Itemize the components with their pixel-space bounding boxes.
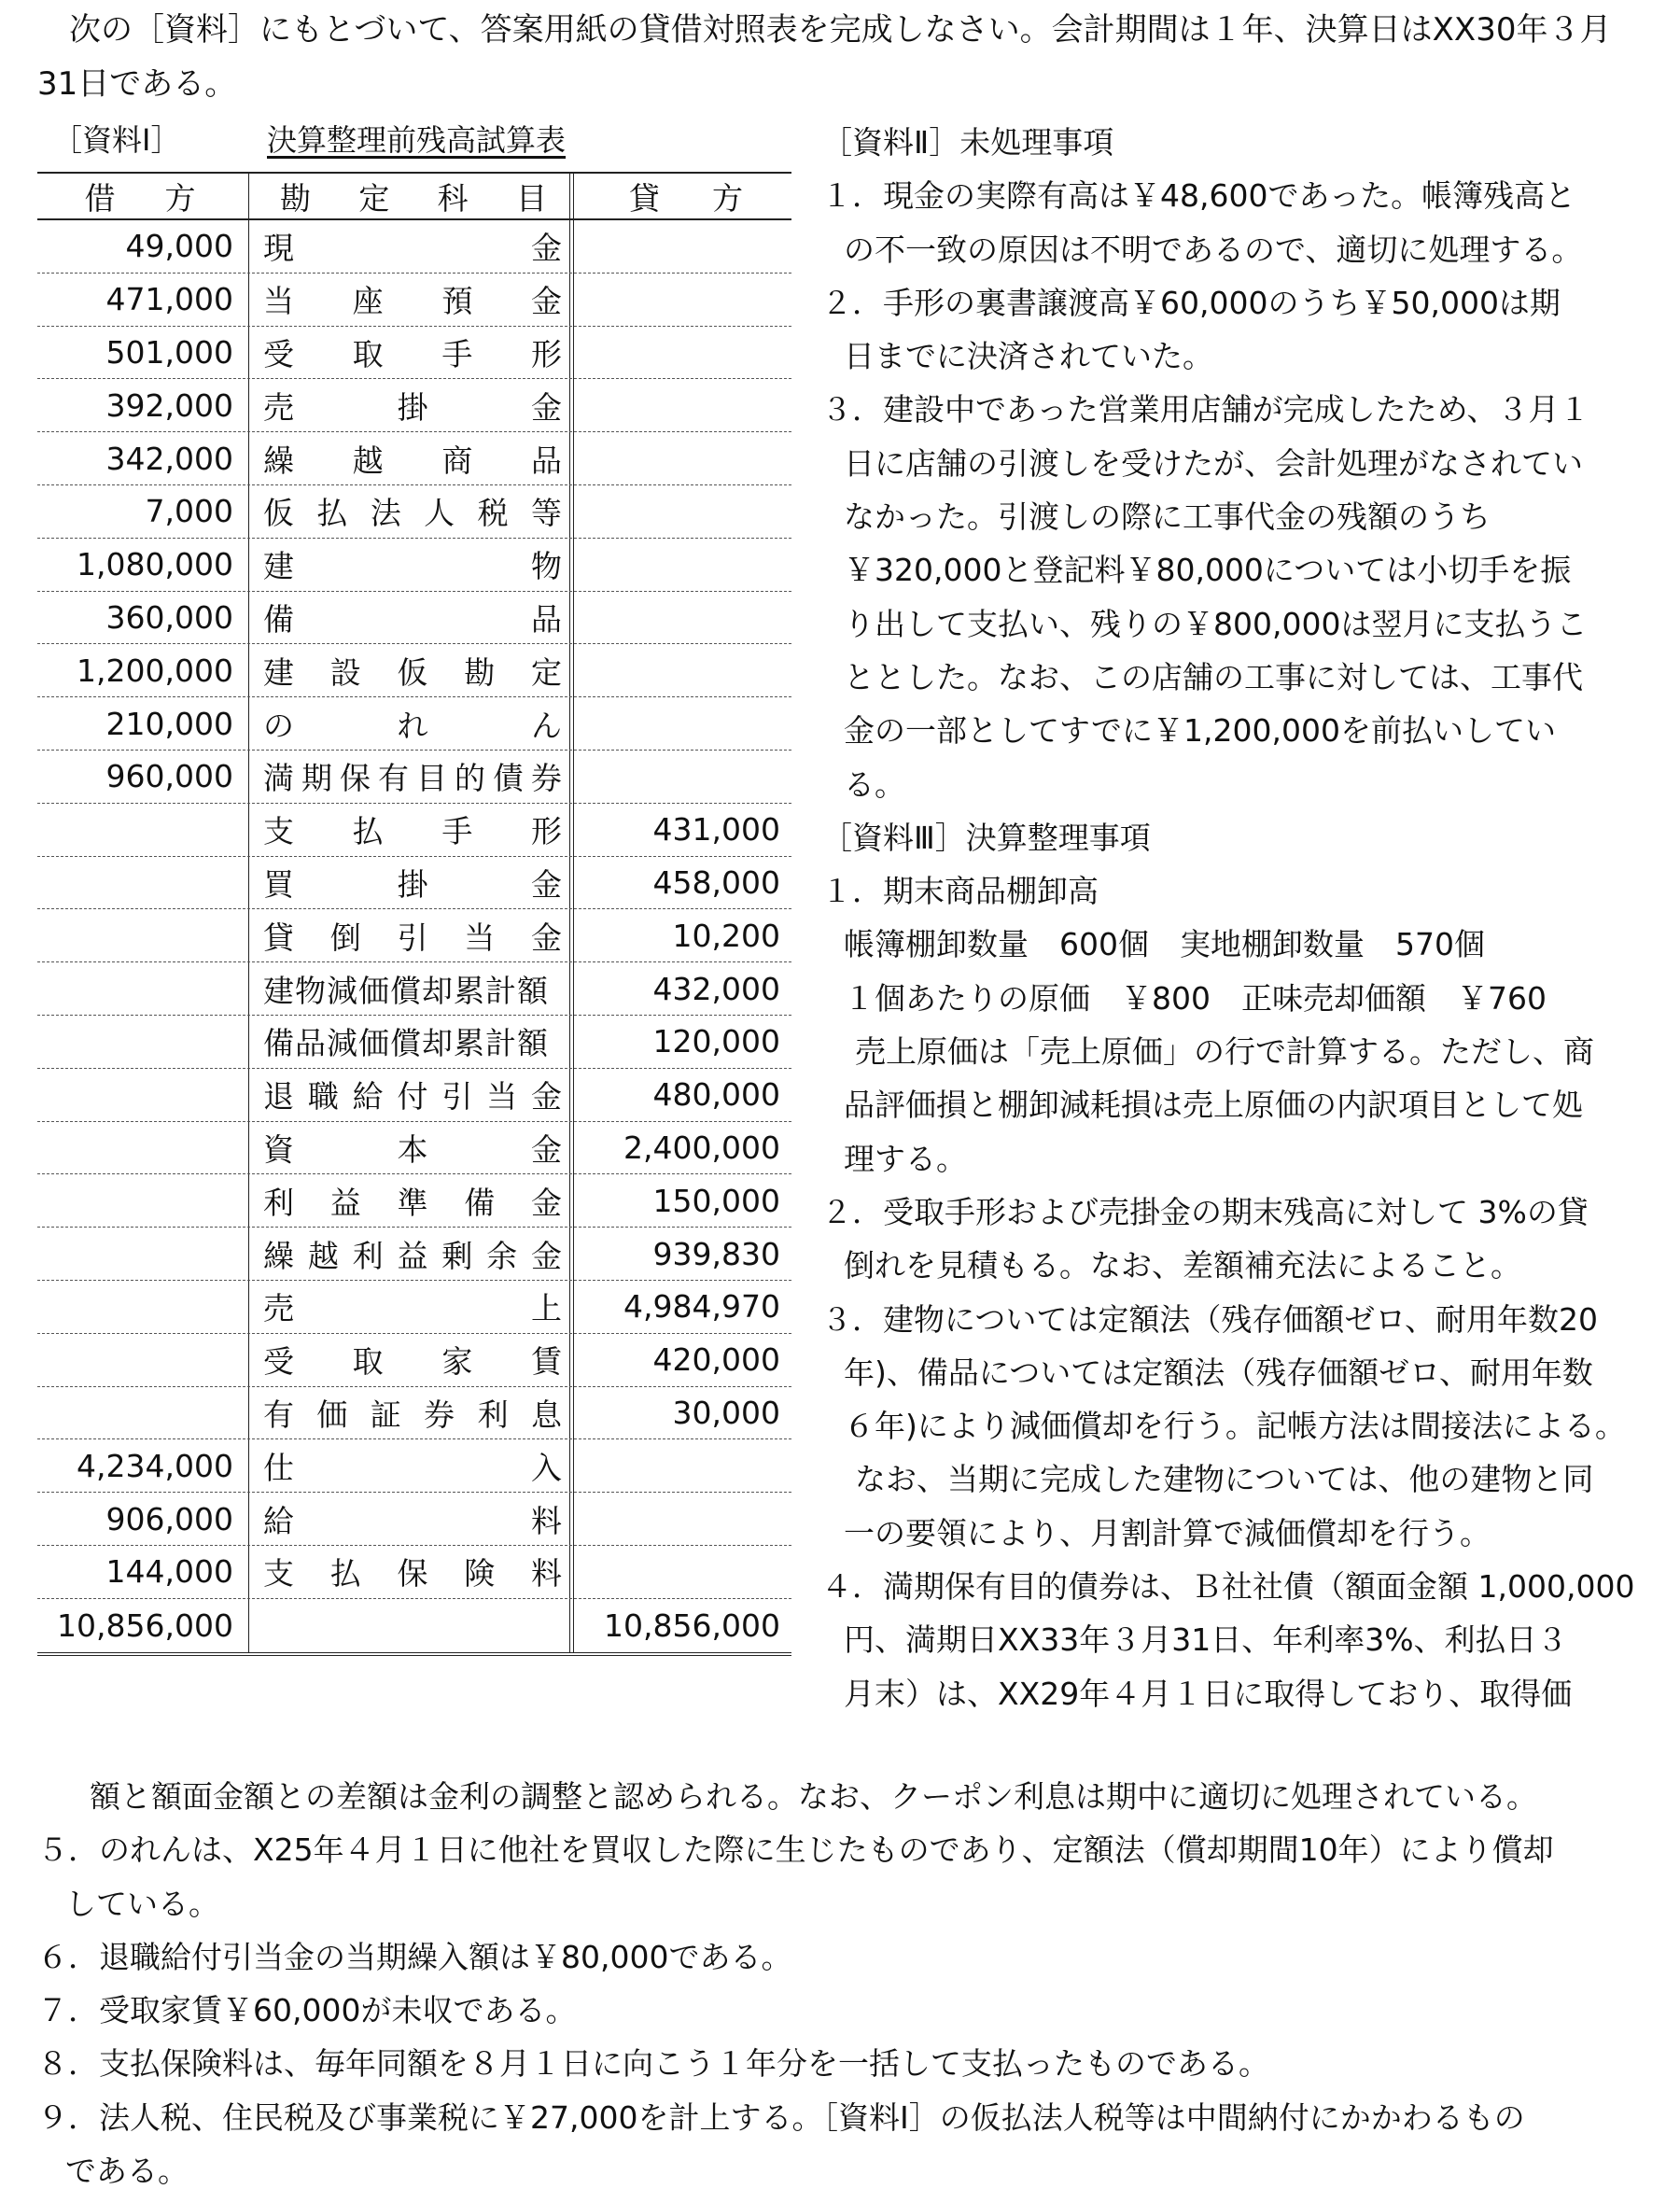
material-2-line: ３．建設中であった営業用店舗が完成したため、３月１ [821, 391, 1590, 428]
material-2-line: １．現金の実際有高は￥48,600であった。帳簿残高と [821, 177, 1576, 215]
account-char: 準 [397, 1184, 428, 1221]
debit-cell: 210,000 [105, 705, 233, 742]
account-char: 金 [530, 1237, 562, 1274]
material-2-line: なかった。引渡しの際に工事代金の残額のうち [844, 498, 1491, 536]
account-cell [254, 1387, 573, 1439]
account-char: 人 [424, 495, 455, 532]
account-char: 余 [486, 1237, 518, 1274]
table-row [37, 751, 791, 804]
table-row [37, 1122, 791, 1175]
table-row [37, 1174, 791, 1228]
debit-cell: 342,000 [105, 440, 233, 477]
account-char: ん [531, 707, 562, 744]
account-char: 債 [493, 760, 524, 797]
debit-cell: 471,000 [105, 281, 233, 318]
account-char: 息 [530, 1396, 562, 1433]
table-row [37, 327, 791, 380]
credit-cell: 150,000 [652, 1182, 780, 1219]
credit-cell [581, 1546, 791, 1598]
account-char: 有 [378, 760, 409, 797]
bottom-line: ６．退職給付引当金の当期繰入額は￥80,000である。 [37, 1938, 792, 1975]
account-char: 手 [441, 813, 473, 850]
debit-cell [37, 804, 243, 856]
account-cell [254, 1122, 573, 1174]
credit-cell: 432,000 [652, 970, 780, 1007]
account-char: 掛 [397, 865, 428, 903]
table-row [37, 539, 791, 592]
total-account [254, 1599, 573, 1652]
account-char: 払 [329, 1555, 361, 1593]
debit-cell: 7,000 [145, 493, 233, 530]
credit-cell [581, 220, 791, 273]
debit-cell [37, 1228, 243, 1280]
account-char: 保 [340, 760, 371, 797]
account-char: 金 [531, 1184, 562, 1221]
table-row [37, 804, 791, 857]
account-char: 引 [397, 919, 428, 956]
header-char: 科 [437, 179, 469, 217]
account-cell [254, 1228, 573, 1280]
account-char: 金 [531, 388, 562, 426]
account-char: 備 [464, 1184, 496, 1221]
account-char: 給 [352, 1078, 384, 1116]
account-cell [254, 751, 573, 803]
material-3-line: 帳簿棚卸数量 600個 実地棚卸数量 570個 [844, 926, 1485, 963]
account-char: 現 [263, 230, 294, 267]
trial-balance-table [37, 172, 791, 1656]
account-cell [254, 1281, 573, 1333]
table-row [37, 909, 791, 962]
table-row [37, 697, 791, 751]
header-char: 勘 [280, 179, 311, 217]
bottom-line: している。 [65, 1885, 219, 1922]
material-3-line: １個あたりの原価 ￥800 正味売却価額 ￥760 [844, 979, 1547, 1017]
material-3-line: なお、当期に完成した建物については、他の建物と同 [855, 1461, 1594, 1498]
account-char: 形 [530, 813, 562, 850]
credit-cell: 480,000 [652, 1076, 780, 1114]
account-char: 有 [263, 1396, 294, 1433]
credit-cell [581, 327, 791, 379]
account-char: 金 [531, 919, 562, 956]
debit-cell [37, 1281, 243, 1333]
account-char: 売 [263, 388, 294, 426]
account-char: 手 [441, 335, 473, 372]
account-char: 形 [530, 335, 562, 372]
account-char: 金 [531, 230, 562, 267]
account-char: 勘 [464, 653, 496, 691]
account-char: 当 [486, 1078, 518, 1116]
material-2-line: 日に店舗の引渡しを受けたが、会計処理がなされてい [844, 444, 1583, 482]
account-char: 品 [530, 442, 562, 479]
table-row [37, 1334, 791, 1387]
table-header-row [37, 174, 791, 220]
account-char: 支 [263, 1555, 294, 1593]
account-char: 受 [263, 1343, 294, 1381]
bottom-line: ９．法人税、住民税及び事業税に￥27,000を計上する。［資料Ⅰ］の仮払法人税等は中間納付にかかわるもの [37, 2098, 1525, 2136]
account-cell [254, 1439, 573, 1492]
credit-cell: 10,200 [672, 917, 780, 954]
account-char: 品 [531, 600, 562, 638]
table-row [37, 644, 791, 697]
account-char: 越 [352, 442, 384, 479]
material-3-line: 月末）は、XX29年４月１日に取得しており、取得価 [844, 1675, 1573, 1712]
debit-cell [37, 909, 243, 961]
table-row [37, 857, 791, 910]
table-row [37, 220, 791, 274]
material-3-line: ２．受取手形および売掛金の期末残高に対して 3%の貸 [821, 1193, 1589, 1230]
account-cell [254, 327, 573, 379]
debit-cell: 392,000 [105, 386, 233, 424]
account-char: 貸 [263, 919, 294, 956]
table-body [37, 220, 791, 1599]
account-char: 支 [263, 813, 294, 850]
account-char: 賃 [530, 1343, 562, 1381]
account-char: 給 [263, 1502, 294, 1539]
credit-cell: 4,984,970 [623, 1288, 780, 1326]
trial-balance-caption [52, 121, 567, 159]
debit-cell [37, 1069, 243, 1121]
account-char: 金 [530, 1078, 562, 1116]
account-cell [254, 644, 573, 696]
account-cell [254, 804, 573, 856]
header-char: 方 [164, 179, 196, 217]
debit-cell: 960,000 [105, 758, 233, 795]
material-3-line: 理する。 [844, 1140, 967, 1177]
account-cell [254, 1546, 573, 1598]
credit-cell: 939,830 [652, 1235, 780, 1272]
account-char: 建 [263, 548, 294, 585]
material-3-body [821, 864, 1661, 1720]
account-char: 受 [263, 335, 294, 372]
credit-cell: 458,000 [652, 863, 780, 901]
debit-cell: 1,200,000 [77, 652, 233, 689]
table-row [37, 1069, 791, 1122]
account-char: 家 [441, 1343, 473, 1381]
material-3-line: 円、満期日XX33年３月31日、年利率3%、利払日３ [844, 1621, 1568, 1659]
account-char: 倒 [329, 919, 361, 956]
material-3-line: 一の要領により、月割計算で減価償却を行う。 [844, 1514, 1491, 1551]
material-2-line: 金の一部としてすでに￥1,200,000を前払いしてい [844, 712, 1556, 750]
account-char: 利 [352, 1237, 384, 1274]
account-char: 掛 [397, 388, 428, 426]
material-3-line: １．期末商品棚卸高 [821, 873, 1099, 910]
account-char: 益 [329, 1184, 361, 1221]
account-cell: 備品減価償却累計額 [263, 1025, 549, 1062]
account-cell: 建物減価償却累計額 [263, 972, 549, 1009]
material-3-line: 倒れを見積もる。なお、差額補充法によること。 [844, 1247, 1521, 1284]
account-cell [254, 220, 573, 273]
account-char: 金 [530, 283, 562, 320]
account-char: 険 [464, 1555, 496, 1593]
account-char: 付 [397, 1078, 428, 1116]
account-char: 定 [531, 653, 562, 691]
debit-cell: 1,080,000 [77, 546, 233, 583]
bottom-line: ８．支払保険料は、毎年同額を８月１日に向こう１年分を一括して支払ったものである。 [37, 2045, 1269, 2083]
material-3-line: ３．建物については定額法（残存価額ゼロ、耐用年数20 [821, 1300, 1599, 1338]
credit-cell [581, 751, 791, 803]
material-3-line: ６年)により減価償却を行う。記帳方法は間接法による。 [844, 1408, 1626, 1445]
table-row [37, 379, 791, 432]
account-char: 本 [397, 1130, 428, 1168]
account-cell [254, 697, 573, 750]
bottom-line: である。 [65, 2153, 189, 2190]
account-cell [254, 485, 573, 538]
account-char: 設 [329, 653, 361, 691]
material-1-label: ［資料Ⅰ］ [52, 122, 181, 158]
account-char: 料 [531, 1502, 562, 1539]
debit-cell: 4,234,000 [77, 1447, 233, 1484]
header-char: 方 [712, 179, 743, 217]
account-char: 当 [464, 919, 496, 956]
total-credit: 10,856,000 [604, 1607, 780, 1644]
account-char: 仮 [263, 495, 294, 532]
account-char: 職 [307, 1078, 339, 1116]
account-char: 料 [531, 1555, 562, 1593]
account-cell [254, 1069, 573, 1121]
material-2-line: の不一致の原因は不明であるので、適切に処理する。 [844, 231, 1583, 268]
intro-line-1: 次の［資料］にもとづいて、答案用紙の貸借対照表を完成しなさい。会計期間は１年、決算日はXX30年３月 [69, 11, 1612, 49]
debit-cell [37, 1174, 243, 1227]
account-char: 金 [531, 1130, 562, 1168]
account-char: れ [397, 707, 428, 744]
account-cell [254, 379, 573, 431]
material-2-line: り出して支払い、残りの￥800,000は翌月に支払うこ [844, 605, 1588, 642]
material-2-line: ￥320,000と登記料￥80,000については小切手を振 [844, 552, 1572, 589]
table-row [37, 485, 791, 539]
account-char: 仮 [397, 653, 428, 691]
table-row [37, 592, 791, 645]
table-row [37, 1546, 791, 1599]
table-row [37, 274, 791, 327]
account-char: 価 [316, 1396, 348, 1433]
header-account [254, 174, 573, 218]
account-char: 繰 [263, 442, 294, 479]
account-char: 建 [263, 653, 294, 691]
table-row [37, 1493, 791, 1546]
account-char: 取 [352, 335, 384, 372]
credit-cell: 420,000 [652, 1341, 780, 1379]
header-char: 目 [515, 179, 547, 217]
account-char: 越 [307, 1237, 339, 1274]
account-char: 法 [370, 495, 401, 532]
account-cell [254, 539, 573, 591]
credit-cell: 431,000 [652, 811, 780, 849]
bottom-line: 額と額面金額との差額は金利の調整と認められる。なお、クーポン利息は期中に適切に処理されている。 [90, 1778, 1537, 1815]
material-3-line: ４．満期保有目的債券は、Ｂ社社債（額面金額 1,000,000 [821, 1568, 1635, 1606]
account-char: 上 [531, 1290, 562, 1327]
account-cell [254, 1174, 573, 1227]
table-row [37, 962, 791, 1016]
account-char: 資 [263, 1130, 294, 1168]
material-2-line: ２．手形の裏書譲渡高￥60,000のうち￥50,000は期 [821, 284, 1561, 321]
account-char: 利 [477, 1396, 509, 1433]
credit-cell [581, 432, 791, 484]
account-char: 券 [424, 1396, 455, 1433]
credit-cell [581, 644, 791, 696]
total-debit: 10,856,000 [57, 1607, 233, 1644]
debit-cell [37, 1016, 243, 1068]
account-cell [254, 592, 573, 644]
credit-cell [581, 274, 791, 326]
material-3-line: 年)、備品については定額法（残存価額ゼロ、耐用年数 [844, 1354, 1593, 1391]
account-cell [254, 857, 573, 909]
account-char: 税 [477, 495, 509, 532]
bottom-line: ７．受取家賃￥60,000が未収である。 [37, 1992, 577, 2029]
bottom-section [37, 1770, 1643, 2197]
account-char: 物 [531, 548, 562, 585]
account-char: 入 [531, 1449, 562, 1486]
table-total-row [37, 1599, 791, 1652]
debit-cell [37, 962, 243, 1015]
header-debit [37, 174, 243, 218]
account-char: 払 [316, 495, 348, 532]
credit-cell [581, 592, 791, 644]
account-char: 引 [441, 1078, 473, 1116]
intro-line-2: 31日である。 [37, 65, 237, 103]
credit-cell: 30,000 [672, 1394, 780, 1431]
debit-cell: 144,000 [105, 1553, 233, 1591]
account-cell [254, 1493, 573, 1545]
table-row [37, 1439, 791, 1493]
account-char: 当 [263, 283, 294, 320]
account-char: 退 [263, 1078, 294, 1116]
material-2-body [821, 169, 1661, 811]
account-char: 買 [263, 865, 294, 903]
account-char: 満 [263, 760, 294, 797]
account-cell [254, 909, 573, 961]
debit-cell [37, 857, 243, 909]
account-cell [254, 1334, 573, 1386]
account-char: 商 [441, 442, 473, 479]
bottom-line: ５．のれんは、X25年４月１日に他社を買収した際に生じたものであり、定額法（償却期間10年）により償却 [37, 1831, 1554, 1869]
account-char: 保 [397, 1555, 428, 1593]
account-char: 備 [263, 600, 294, 638]
account-char: 座 [352, 283, 384, 320]
account-cell [254, 432, 573, 484]
account-cell [254, 274, 573, 326]
debit-cell: 906,000 [105, 1500, 233, 1537]
account-char: 利 [263, 1184, 294, 1221]
account-char: 券 [531, 760, 562, 797]
header-char: 定 [358, 179, 390, 217]
account-char: 剰 [441, 1237, 473, 1274]
credit-cell [581, 485, 791, 538]
material-2-line: ととした。なお、この店舗の工事に対しては、工事代 [844, 658, 1583, 695]
account-char: 証 [370, 1396, 401, 1433]
table-row [37, 432, 791, 485]
material-2-line: る。 [844, 765, 905, 803]
right-column [821, 116, 1661, 1720]
material-3-line: 売上原価は「売上原価」の行で計算する。ただし、商 [855, 1033, 1594, 1071]
account-char: 払 [352, 813, 384, 850]
account-char: 益 [397, 1237, 428, 1274]
material-3-line: 品評価損と棚卸減耗損は売上原価の内訳項目として処 [844, 1087, 1583, 1124]
header-char: 借 [84, 179, 116, 217]
credit-cell [581, 697, 791, 750]
credit-cell [581, 1493, 791, 1545]
debit-cell: 501,000 [105, 333, 233, 371]
credit-cell [581, 539, 791, 591]
account-char: 等 [530, 495, 562, 532]
credit-cell: 120,000 [652, 1023, 780, 1060]
account-char: 的 [455, 760, 485, 797]
table-row [37, 1281, 791, 1334]
debit-cell: 360,000 [105, 598, 233, 636]
material-2-title: ［資料Ⅱ］未処理事項 [821, 124, 1114, 161]
material-3-title: ［資料Ⅲ］決算整理事項 [821, 819, 1151, 856]
account-char: 期 [301, 760, 332, 797]
credit-cell [581, 379, 791, 431]
header-char: 貸 [629, 179, 660, 217]
account-char: 売 [263, 1290, 294, 1327]
debit-cell [37, 1387, 243, 1439]
material-2-line: 日までに決済されていた。 [844, 338, 1213, 375]
table-row [37, 1387, 791, 1440]
account-char: 取 [352, 1343, 384, 1381]
credit-cell [581, 1439, 791, 1492]
trial-balance-title: 決算整理前残高試算表 [267, 122, 567, 158]
table-row [37, 1228, 791, 1281]
table-row [37, 1016, 791, 1069]
account-char: 繰 [263, 1237, 294, 1274]
debit-cell [37, 1122, 243, 1174]
account-char: の [263, 707, 294, 744]
credit-cell: 2,400,000 [623, 1129, 780, 1166]
account-char: 預 [441, 283, 473, 320]
header-credit [581, 174, 791, 218]
debit-cell: 49,000 [125, 228, 233, 265]
account-char: 仕 [263, 1449, 294, 1486]
account-char: 金 [531, 865, 562, 903]
debit-cell [37, 1334, 243, 1386]
account-char: 目 [416, 760, 447, 797]
